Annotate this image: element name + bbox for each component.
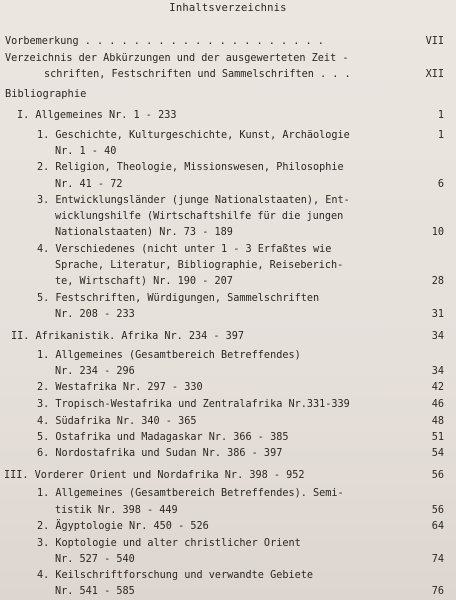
toc-entry-page: 1 bbox=[437, 110, 444, 121]
toc-entry-text: I. Allgemeines Nr. 1 - 233 bbox=[17, 110, 177, 121]
toc-entry-page: 6 bbox=[437, 179, 444, 190]
toc-entry-page: 56 bbox=[431, 505, 444, 516]
toc-entry-page: 10 bbox=[431, 227, 444, 238]
toc-entry-text: 3. Koptologie und alter christlicher Orient bbox=[37, 538, 301, 549]
toc-entry-text: 3. Tropisch-Westafrika und Zentralafrika Nr.331-339 bbox=[37, 399, 350, 410]
toc-entry-text: Nr. 41 - 72 bbox=[55, 179, 123, 190]
toc-entry-text: schriften, Festschriften und Sammelschriften . . . bbox=[44, 69, 351, 80]
toc-entry-page: 1 bbox=[437, 130, 444, 141]
toc-entry-page: 54 bbox=[431, 448, 444, 459]
toc-entry-text: 6. Nordostafrika und Sudan Nr. 386 - 397 bbox=[37, 448, 283, 459]
toc-entry-text: Nationalstaaten) Nr. 73 - 189 bbox=[55, 227, 233, 238]
toc-entry-text: 2. Religion, Theologie, Missionswesen, Philosophie bbox=[37, 162, 344, 173]
toc-entry-page: 51 bbox=[431, 432, 444, 443]
toc-entry-page: 34 bbox=[431, 331, 444, 342]
toc-entry-text: Nr. 208 - 233 bbox=[55, 309, 135, 320]
toc-entry-text: wicklungshilfe (Wirtschaftshilfe für die jungen bbox=[55, 211, 344, 222]
toc-entry-text: 4. Keilschriftforschung und verwandte Gebiete bbox=[37, 570, 314, 581]
toc-entry-text: 4. Südafrika Nr. 340 - 365 bbox=[37, 416, 197, 427]
toc-entry-text: Nr. 541 - 585 bbox=[55, 586, 135, 597]
toc-entry-text: III. Vorderer Orient und Nordafrika Nr. 398 - 952 bbox=[4, 470, 305, 481]
toc-entry-page: 74 bbox=[431, 554, 444, 565]
toc-entry-text: Bibliographie bbox=[5, 88, 87, 100]
toc-entry-text: tistik Nr. 398 - 449 bbox=[55, 505, 178, 516]
toc-entry-text: 2. Westafrika Nr. 297 - 330 bbox=[37, 382, 203, 393]
toc-entry-text: 1. Allgemeines (Gesamtbereich Betreffendes). Semi- bbox=[37, 488, 344, 499]
toc-entry-text: 1. Geschichte, Kulturgeschichte, Kunst, Archäologie bbox=[37, 130, 350, 141]
toc-entry-text: 5. Ostafrika und Madagaskar Nr. 366 - 385 bbox=[37, 432, 289, 443]
toc-entry-page: 42 bbox=[431, 382, 444, 393]
toc-entry-page: 56 bbox=[431, 470, 444, 481]
toc-entry-page: VII bbox=[425, 36, 444, 47]
toc-entry-text: Vorbemerkung . . . . . . . . . . . . . . . . . . . . bbox=[5, 36, 324, 47]
toc-entry-page: 76 bbox=[431, 586, 444, 597]
toc-entry-text: 4. Verschiedenes (nicht unter 1 - 3 Erfaßtes wie bbox=[37, 244, 332, 255]
toc-entry-page: 48 bbox=[431, 416, 444, 427]
toc-entry-page: XII bbox=[425, 69, 444, 80]
toc-entry-text: 1. Allgemeines (Gesamtbereich Betreffendes) bbox=[37, 350, 301, 361]
page-title: Inhaltsverzeichnis bbox=[169, 2, 287, 14]
toc-entry-page: 64 bbox=[431, 521, 444, 532]
toc-entry-text: Sprache, Literatur, Bibliographie, Reiseberich- bbox=[55, 260, 344, 271]
toc-entry-text: Nr. 234 - 296 bbox=[55, 366, 135, 377]
toc-entry-page: 34 bbox=[431, 366, 444, 377]
toc-entry-text: Nr. 1 - 40 bbox=[55, 146, 117, 157]
toc-entry-text: II. Afrikanistik. Afrika Nr. 234 - 397 bbox=[11, 331, 245, 342]
toc-entry-text: 2. Ägyptologie Nr. 450 - 526 bbox=[37, 521, 209, 532]
toc-entry-text: Nr. 527 - 540 bbox=[55, 554, 135, 565]
toc-entry-text: 5. Festschriften, Würdigungen, Sammelschriften bbox=[37, 293, 320, 304]
toc-entry-page: 31 bbox=[431, 309, 444, 320]
toc-entry-text: te, Wirtschaft) Nr. 190 - 207 bbox=[55, 276, 233, 287]
toc-entry-text: Verzeichnis der Abkürzungen und der ausgewerteten Zeit - bbox=[5, 53, 349, 64]
toc-entry-page: 46 bbox=[431, 399, 444, 410]
toc-entry-page: 28 bbox=[431, 276, 444, 287]
toc-entry-text: 3. Entwicklungsländer (junge Nationalstaaten), Ent- bbox=[37, 195, 350, 206]
